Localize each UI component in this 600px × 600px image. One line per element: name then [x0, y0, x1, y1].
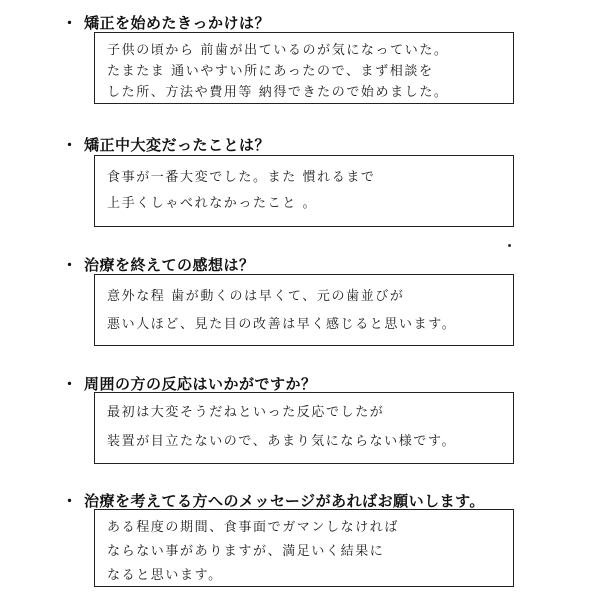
question-text: 治療を終えての感想は？ [84, 256, 255, 274]
answer-line: 最初は大変そうだねといった反応でしたが [107, 405, 385, 420]
answer-box-4 [94, 392, 514, 464]
answer-line: なると思います。 [107, 568, 223, 583]
bullet-icon: ・ [62, 136, 78, 154]
bullet-icon: ・ [62, 256, 78, 274]
answer-line: 意外な程 歯が動くのは早くて、元の歯並びが [107, 289, 405, 304]
answer-box-3 [94, 274, 514, 346]
question-text: 周囲の方の反応はいかがですか？ [84, 375, 317, 393]
answer-box-5 [94, 509, 514, 587]
question-heading-3 [62, 254, 255, 275]
answer-line: ある程度の期間、食事面でガマンしなければ [107, 520, 400, 535]
answer-line: 子供の頃から 前歯が出ているのが気になっていた。 [107, 43, 449, 58]
question-heading-2 [62, 134, 270, 155]
question-heading-5 [62, 490, 485, 511]
scan-speck [508, 244, 511, 247]
answer-line: 装置が目立たないので、あまり気にならない様です。 [107, 434, 457, 449]
question-heading-1 [62, 12, 270, 33]
question-text: 矯正中大変だったことは？ [84, 136, 271, 154]
bullet-icon: ・ [62, 492, 78, 510]
question-heading-4 [62, 373, 317, 394]
answer-line: 食事が一番大変でした。また 慣れるまで [107, 170, 376, 185]
bullet-icon: ・ [62, 14, 78, 32]
bullet-icon: ・ [62, 375, 78, 393]
answer-line: 悪い人ほど、見た目の改善は早く感じると思います。 [107, 317, 457, 332]
answer-line: した所、方法や費用等 納得できたので始めました。 [107, 85, 449, 100]
answer-line: 上手くしゃべれなかったこと 。 [107, 196, 318, 211]
answer-line: ならない事がありますが、満足いく結果に [107, 544, 385, 559]
question-text: 矯正を始めたきっかけは？ [84, 14, 271, 32]
answer-line: たまたま 通いやすい所にあったので、まず相談を [107, 64, 434, 79]
question-text: 治療を考えてる方へのメッセージがあればお願いします。 [84, 492, 485, 510]
answer-box-1 [94, 32, 514, 104]
answer-box-2 [94, 155, 514, 227]
